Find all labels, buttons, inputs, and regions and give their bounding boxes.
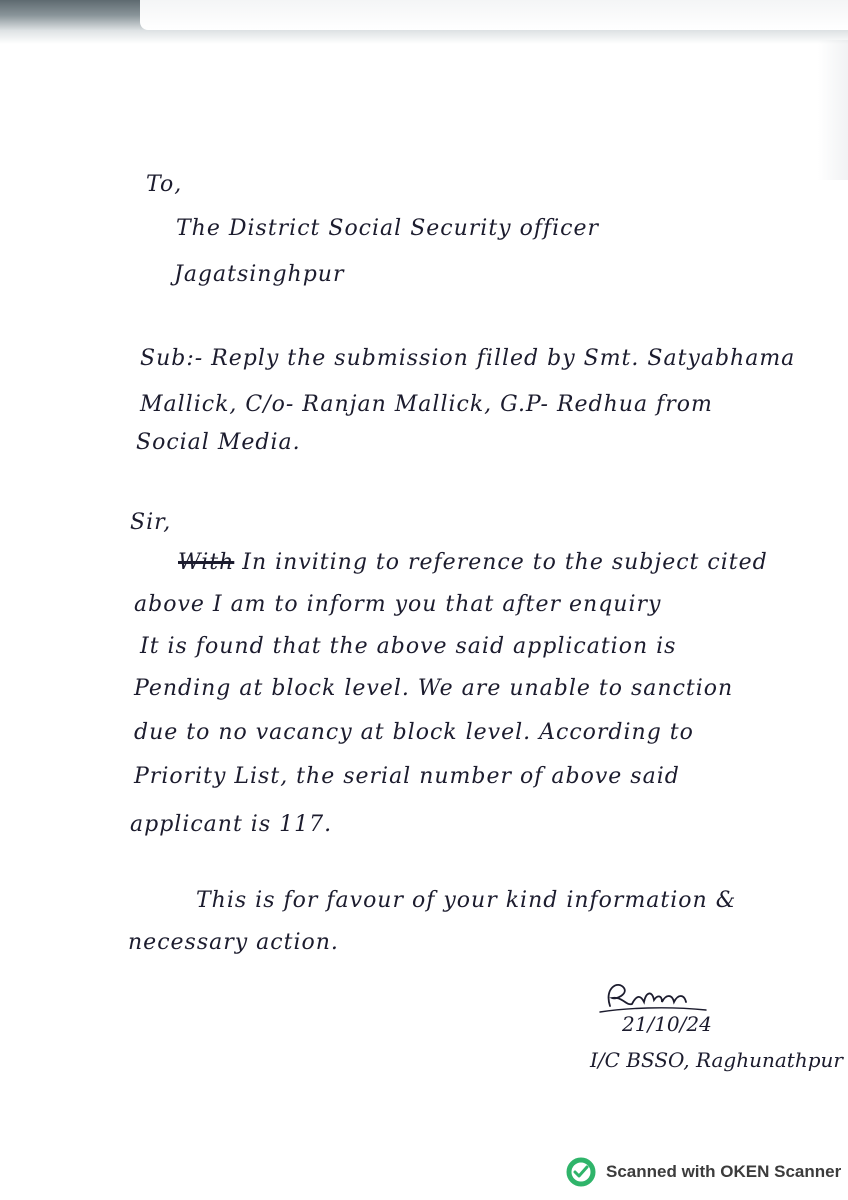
body-line-6: Priority List, the serial number of above said (134, 764, 680, 789)
paper-shadow (818, 40, 848, 180)
subject-line-3: Social Media. (136, 430, 301, 455)
greeting: Sir, (130, 510, 172, 535)
body-line-3: It is found that the above said application is (140, 634, 677, 659)
recipient-place: Jagatsinghpur (174, 262, 345, 287)
body-line-5: due to no vacancy at block level. According to (134, 720, 694, 745)
salutation-to: To, (146, 172, 183, 197)
oken-scanner-logo-icon (566, 1157, 596, 1187)
scanner-watermark (566, 1156, 848, 1188)
scanner-text: Scanned with OKEN Scanner (606, 1162, 842, 1181)
body-line-7: applicant is 117. (130, 812, 333, 837)
closing-line-1: This is for favour of your kind information & (196, 888, 737, 913)
struck-word: With (178, 550, 235, 575)
closing-line-2: necessary action. (128, 930, 339, 955)
body-line-4: Pending at block level. We are unable to sanction (134, 676, 734, 701)
signature-date: 21/10/24 (622, 1012, 712, 1036)
signature (596, 976, 708, 1016)
body-line-2: above I am to inform you that after enquiry (134, 592, 662, 617)
body-line-1-text: In inviting to reference to the subject cited (242, 550, 768, 575)
body-line-1 (178, 550, 768, 575)
scan-top-edge (0, 0, 848, 44)
recipient-title: The District Social Security officer (176, 216, 600, 241)
subject-line-1: Sub:- Reply the submission filled by Smt. Satyabhama (140, 346, 796, 371)
subject-line-2: Mallick, C/o- Ranjan Mallick, G.P- Redhua from (140, 392, 713, 417)
signature-designation: I/C BSSO, Raghunathpur (590, 1048, 843, 1072)
